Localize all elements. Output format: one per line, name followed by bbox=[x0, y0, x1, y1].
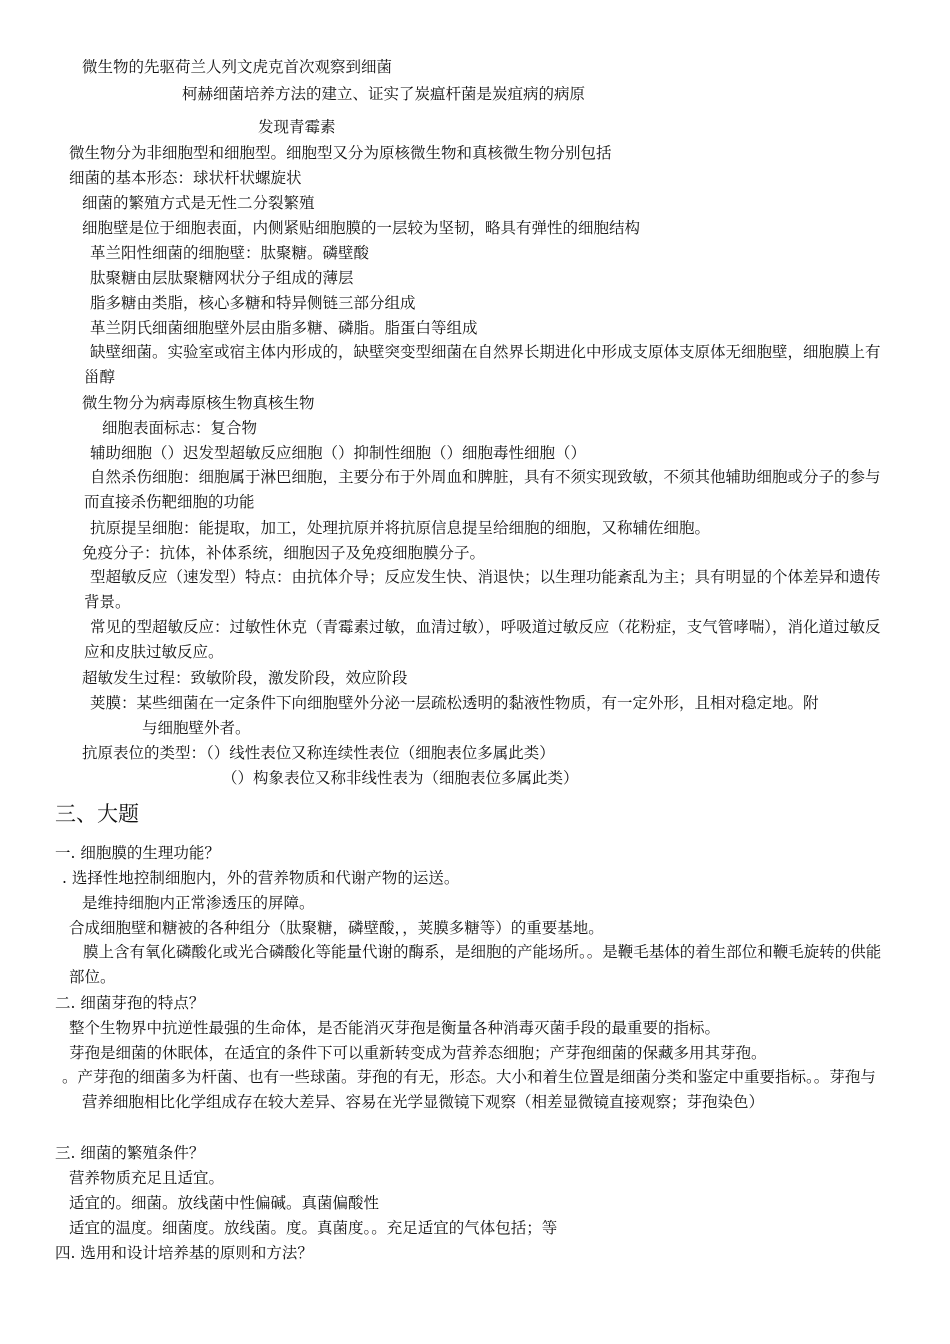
text-line: 柯赫细菌培养方法的建立、证实了炭瘟杆菌是炭疽病的病原 bbox=[182, 85, 586, 103]
text-line: 微生物分为非细胞型和细胞型。细胞型又分为原核微生物和真核微生物分别包括 bbox=[69, 144, 612, 162]
text-line: 革兰阳性细菌的细胞壁：肽聚糖。磷壁酸 bbox=[90, 244, 370, 262]
text-line: 细菌的繁殖方式是无性二分裂繁殖 bbox=[82, 194, 315, 212]
text-line: 肽聚糖由层肽聚糖网状分子组成的薄层 bbox=[90, 269, 354, 287]
question-heading: 四. 选用和设计培养基的原则和方法？ bbox=[55, 1244, 313, 1262]
question-heading: 一. 细胞膜的生理功能？ bbox=[55, 844, 220, 862]
question-heading: 二. 细菌芽孢的特点？ bbox=[55, 994, 205, 1012]
text-line: 是维持细胞内正常渗透压的屏障。 bbox=[82, 894, 315, 912]
text-line: 整个生物界中抗逆性最强的生命体，是否能消灭芽孢是衡量各种消毒灭菌手段的最重要的指标。 bbox=[69, 1019, 721, 1037]
text-line: 抗原提呈细胞：能提取，加工，处理抗原并将抗原信息提呈给细胞的细胞，又称辅佐细胞。 bbox=[90, 519, 711, 537]
text-line: 抗原表位的类型：（）线性表位又称连续性表位（细胞表位多属此类） bbox=[82, 744, 555, 762]
text-line: 细胞壁是位于细胞表面，内侧紧贴细胞膜的一层较为坚韧，略具有弹性的细胞结构 bbox=[82, 219, 641, 237]
text-line: 细菌的基本形态：球状杆状螺旋状 bbox=[69, 169, 302, 187]
text-line: . 选择性地控制细胞内，外的营养物质和代谢产物的运送。 bbox=[62, 869, 460, 887]
text-line: 细胞表面标志：复合物 bbox=[102, 419, 258, 437]
section-heading: 三、大题 bbox=[55, 802, 139, 826]
text-line: 与细胞壁外者。 bbox=[142, 719, 251, 737]
text-line: 脂多糖由类脂，核心多糖和特异侧链三部分组成 bbox=[90, 294, 416, 312]
text-paragraph: 型超敏反应（速发型）特点：由抗体介导；反应发生快、消退快；以生理功能紊乱为主；具有明显的个体差异和遗传背景。 bbox=[84, 568, 881, 611]
text-line: 革兰阴氏细菌细胞壁外层由脂多糖、磷脂。脂蛋白等组成 bbox=[90, 319, 478, 337]
text-line: 合成细胞壁和糖被的各种组分（肽聚糖，磷壁酸，，荚膜多糖等）的重要基地。 bbox=[69, 919, 604, 937]
text-line: 超敏发生过程：致敏阶段，激发阶段，效应阶段 bbox=[82, 669, 408, 687]
text-paragraph: 缺壁细菌。实验室或宿主体内形成的，缺壁突变型细菌在自然界长期进化中形成支原体支原体无细胞壁，细胞膜上有甾醇 bbox=[84, 343, 881, 386]
text-paragraph: 常见的型超敏反应：过敏性休克（青霉素过敏，血清过敏），呼吸道过敏反应（花粉症，支气管哮喘），消化道过敏反应和皮肤过敏反应。 bbox=[84, 618, 881, 661]
text-line: 适宜的。细菌。放线菌中性偏碱。真菌偏酸性 bbox=[69, 1194, 380, 1212]
question-heading: 三. 细菌的繁殖条件？ bbox=[55, 1144, 205, 1162]
text-line: 辅助细胞（）迟发型超敏反应细胞（）抑制性细胞（）细胞毒性细胞（） bbox=[90, 444, 587, 462]
text-line: 微生物的先驱荷兰人列文虎克首次观察到细菌 bbox=[82, 58, 393, 76]
text-paragraph: 。产芽孢的细菌多为杆菌、也有一些球菌。芽孢的有无，形态。大小和着生位置是细菌分类和鉴定中重要指标。。芽孢与营养细胞相比化学组成存在较大差异、容易在光学显微镜下观察（相差显微镜直接观察；芽孢染色） bbox=[62, 1068, 876, 1111]
text-line: 免疫分子：抗体，补体系统，细胞因子及免疫细胞膜分子。 bbox=[82, 544, 486, 562]
text-line: 微生物分为病毒原核生物真核生物 bbox=[82, 394, 315, 412]
text-paragraph: 自然杀伤细胞：细胞属于淋巴细胞，主要分布于外周血和脾脏，具有不须实现致敏，不须其他辅助细胞或分子的参与而直接杀伤靶细胞的功能 bbox=[84, 468, 881, 511]
text-line: 营养物质充足且适宜。 bbox=[69, 1169, 225, 1187]
text-line: 发现青霉素 bbox=[258, 118, 336, 136]
text-line: 荚膜：某些细菌在一定条件下向细胞壁外分泌一层疏松透明的黏液性物质，有一定外形，且相对稳定地。附 bbox=[90, 694, 819, 712]
text-paragraph: 膜上含有氧化磷酸化或光合磷酸化等能量代谢的酶系，是细胞的产能场所。。是鞭毛基体的着生部位和鞭毛旋转的供能部位。 bbox=[69, 943, 882, 986]
text-line: （）构象表位又称非线性表为（细胞表位多属此类） bbox=[222, 769, 579, 787]
text-line: 适宜的温度。细菌度。放线菌。度。真菌度。。充足适宜的气体包括；等 bbox=[69, 1219, 558, 1237]
text-line: 芽孢是细菌的休眠体，在适宜的条件下可以重新转变成为营养态细胞；产芽孢细菌的保藏多用其芽孢。 bbox=[69, 1044, 767, 1062]
